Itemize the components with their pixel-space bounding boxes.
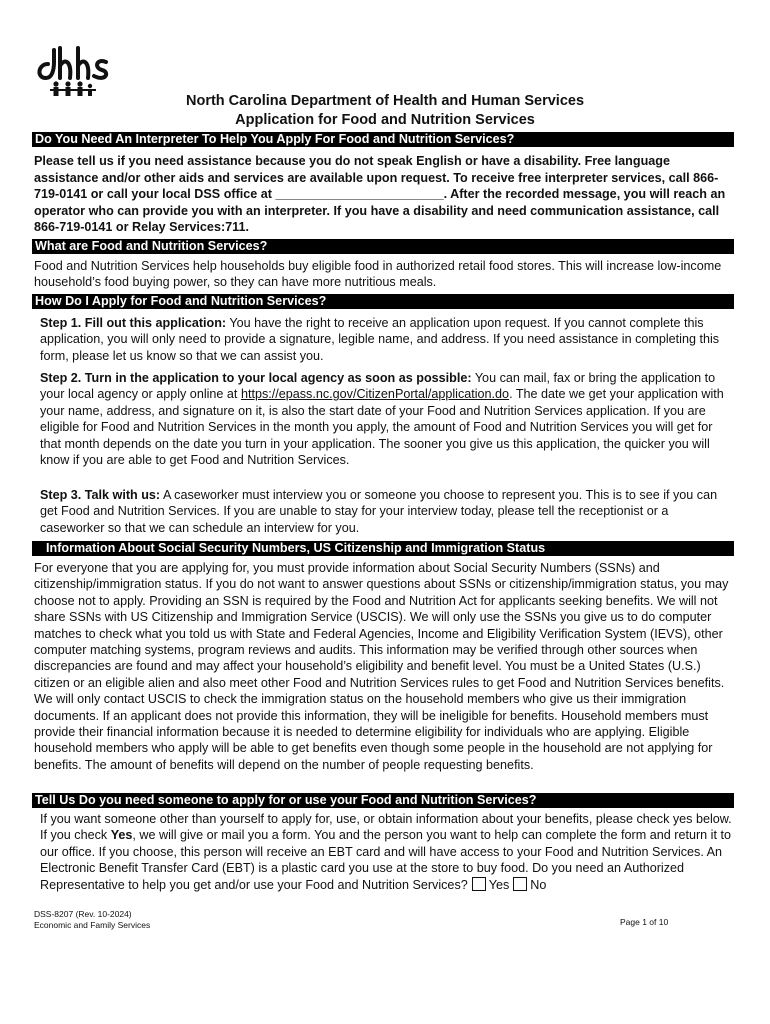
- document-header: [0, 92, 770, 130]
- division-name: Economic and Family Services: [34, 920, 151, 930]
- rep-text-b: , we will give or mail you a form. You and the person you want to help can complete the form and return it to our office. If you choose, this person will receive an EBT card and will have access to your Food and Nutrition Services. An Electronic Benefit Transfer Card (EBT) is a plastic card you use at the store to buy food. Do you need an Authorized Representative to help you get and/or use your Food and Nutrition Services?: [40, 828, 731, 892]
- no-label: No: [530, 877, 547, 892]
- step-1-label: Step 1. Fill out this application:: [40, 316, 227, 330]
- step-2: [40, 370, 732, 468]
- rep-yes-bold: Yes: [110, 828, 133, 843]
- step-2-text-a: You can mail, fax or bring the application to your local agency or apply online at: [40, 371, 716, 402]
- step-2-text-b: . The date we get your application with your name, address, and signature on it, is also the start date of your Food and Nutrition Services application. If you are eligible for Food and Nutrition Services in the month you apply, the amount of Food and Nutrition Services you will get for that month depends on the date you turn in your application. The sooner you give us this application, the quicker you will know if you are able to get Food and Nutrition Services.: [40, 387, 724, 468]
- step-3-text: A caseworker must interview you or someone you choose to represent you. This is to see if you can get Food and Nutrition Services. If you are unable to stay for your interview today, please tell the receptionist or a caseworker so that we can schedule an interview for you.: [40, 488, 718, 535]
- rep-heading: Tell Us Do you need someone to apply for or use your Food and Nutrition Services?: [32, 793, 734, 808]
- ssn-heading: Information About Social Security Numbers, US Citizenship and Immigration Status: [32, 541, 734, 556]
- page-number: Page 1 of 10: [620, 917, 669, 927]
- department-title: North Carolina Department of Health and Human Services: [185, 93, 585, 109]
- what-heading: What are Food and Nutrition Services?: [32, 239, 734, 254]
- interpreter-heading: Do You Need An Interpreter To Help You Apply For Food and Nutrition Services?: [32, 132, 734, 147]
- no-checkbox[interactable]: [513, 877, 527, 891]
- rep-text-a: If you want someone other than yourself to apply for, use, or obtain information about your benefits, please check yes below. If you check: [40, 812, 732, 843]
- epass-link[interactable]: https://epass.nc.gov/CitizenPortal/application.do: [240, 387, 510, 402]
- ssn-text: For everyone that you are applying for, you must provide information about Social Security Numbers (SSNs) and citizenship/immigration status. If you do not want to answer questions about SSNs or citizenship/immigration status, you may choose not to apply. Providing an SSN is required by the Food and Nutrition Act for applicants seeking benefits. We will not share SSNs with US Citizenship and Immigration Service (USCIS). We will only use the SSNs you give us to do computer matches to check what you told us with State and Federal Agencies, Income and Eligibility Verification System (IEVS), other computer matching systems, program reviews and audits. This information may be verified through other sources when discrepancies are found and may affect your household’s eligibility and benefit level. You must be a United States (U.S.) citizen or an eligible alien and also meet other Food and Nutrition Services rules to get Food and Nutrition Services benefits. We will only contact USCIS to check the immigration status on the household members who give us their immigration documents. If an applicant does not provide this information, they will be ineligible for benefits. Household members must provide their financial information because it is needed to determine eligibility for individuals who are applying. Eligible household members who apply will be able to get benefits even though some people in the household are not applying for benefits. The amount of benefits will depend on the number of people requesting benefits.: [34, 561, 729, 772]
- step-1: [40, 315, 732, 364]
- step-3-label: Step 3. Talk with us:: [40, 488, 161, 502]
- interpreter-text: Please tell us if you need assistance because you do not speak English or have a disability. Free language assistance and/or other aids and services are available upon request. To receive free interpreter services, call 866-719-0141 or call your local DSS office at ________________________. After the recorded message, you will reach an operator who can provide you with an interpreter. If you have a disability and need communication assistance, call 866-719-0141 or Relay Services:711.: [34, 154, 726, 235]
- form-id: DSS-8207 (Rev. 10-2024): [34, 909, 132, 919]
- step-2-label: Step 2. Turn in the application to your local agency as soon as possible:: [40, 371, 472, 385]
- form-title: Application for Food and Nutrition Services: [235, 112, 535, 128]
- yes-checkbox[interactable]: [472, 877, 486, 891]
- what-text: Food and Nutrition Services help households buy eligible food in authorized retail food stores. This will increase low-income household’s food buying power, so they can have more nutritious meals.: [34, 259, 722, 290]
- step-3: [40, 487, 732, 536]
- rep-text: [40, 811, 734, 893]
- yes-label: Yes: [488, 877, 510, 892]
- form-footer: [34, 909, 150, 931]
- how-heading: How Do I Apply for Food and Nutrition Services?: [32, 294, 734, 309]
- step-1-text: You have the right to receive an application upon request. If you cannot complete this application, you will only need to provide a signature, legible name, and address. If you need assistance in completing this form, please let us know so that we can assist you.: [40, 316, 720, 363]
